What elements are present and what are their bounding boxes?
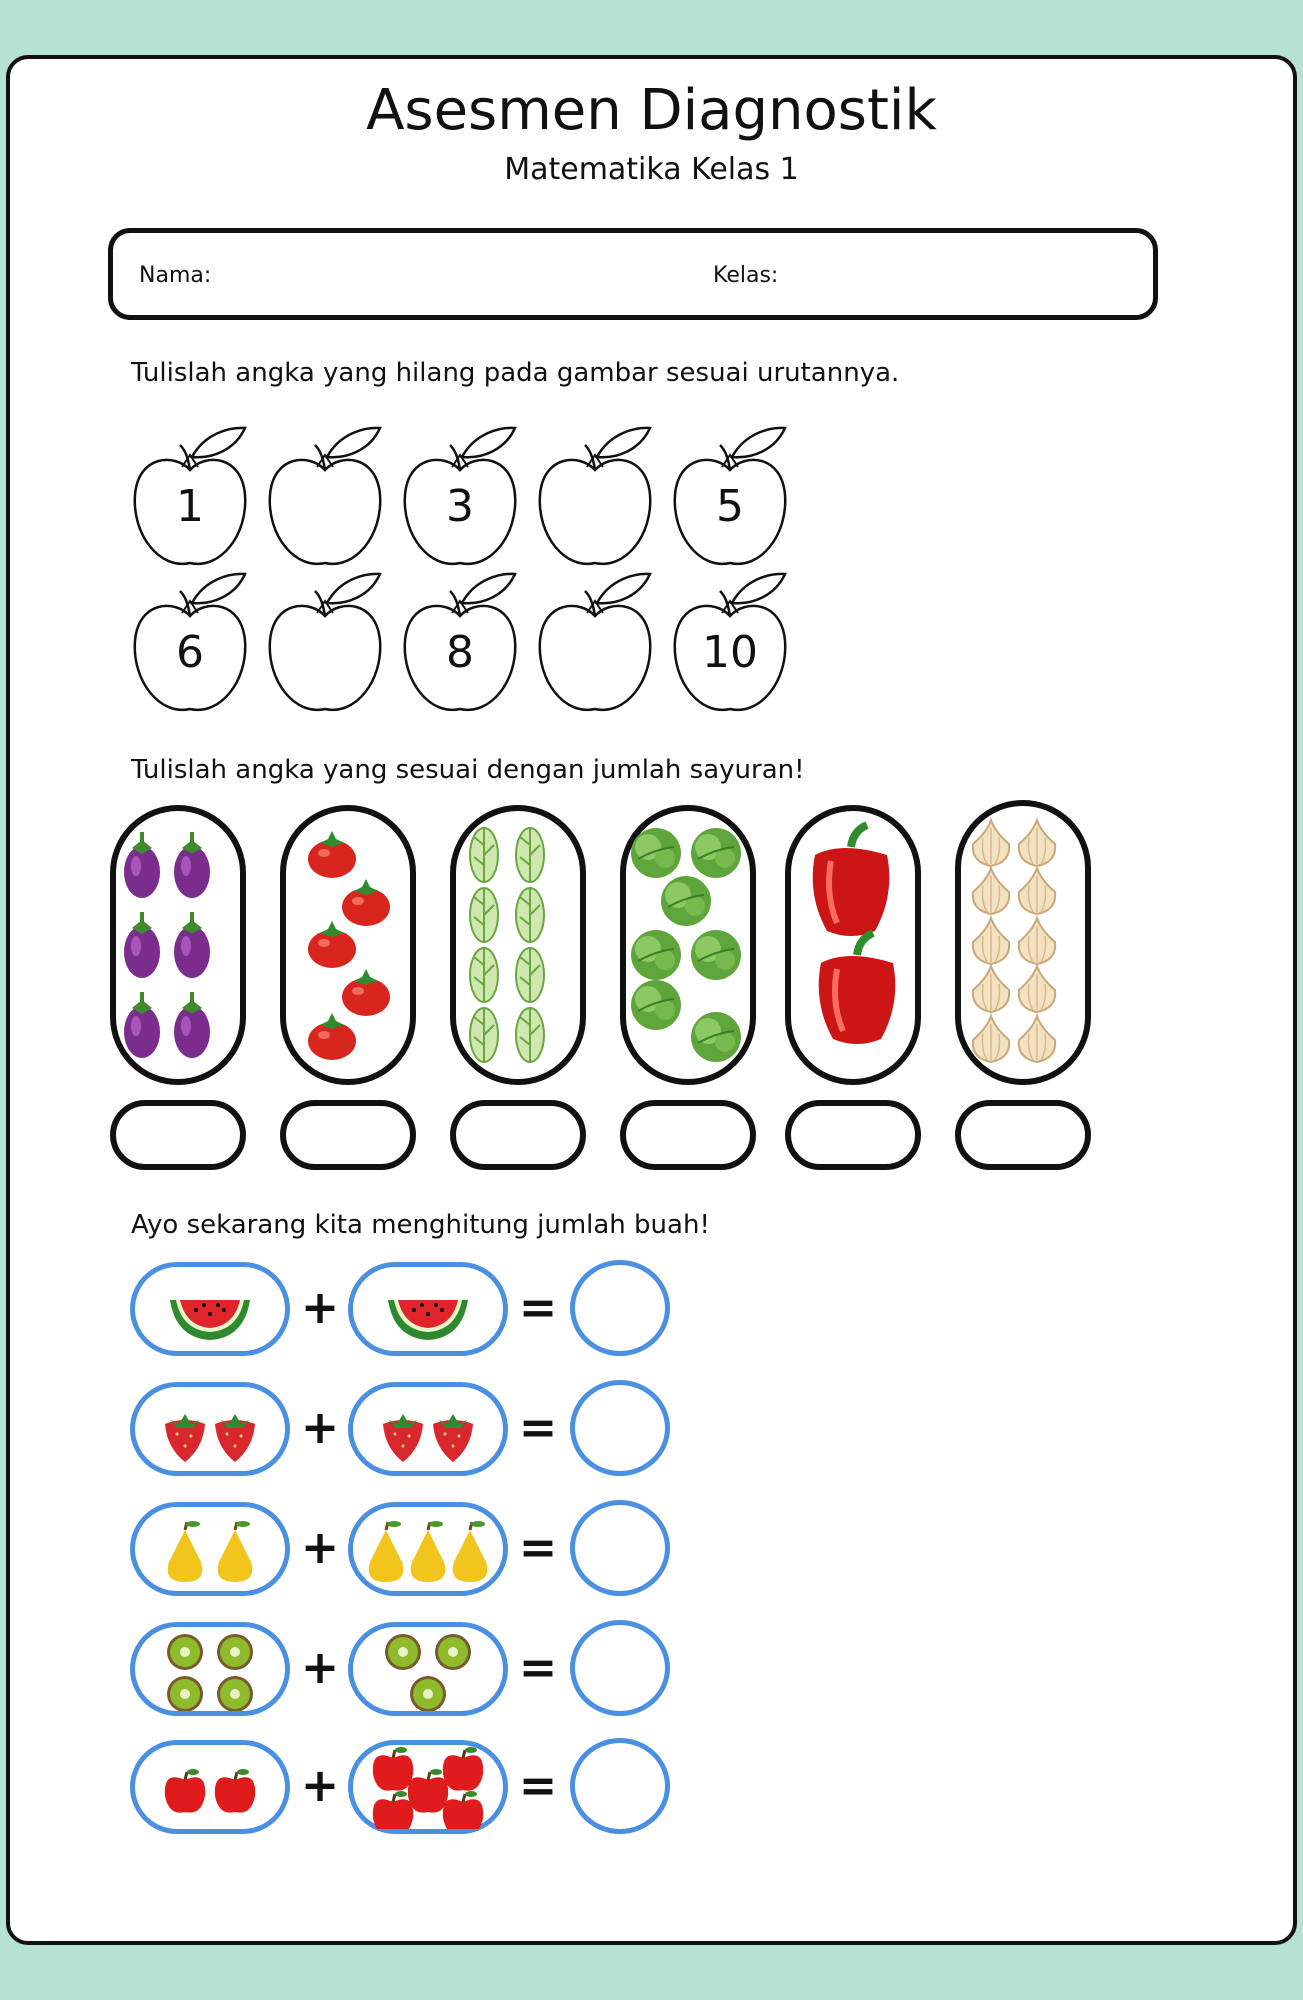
garlic-group	[955, 800, 1091, 1085]
eggplant-group	[110, 805, 246, 1085]
answer-circle[interactable]	[570, 1500, 670, 1596]
vegetable-answer-box[interactable]	[620, 1100, 756, 1170]
lettuce-icon	[626, 811, 750, 1079]
apple-number-box[interactable]	[265, 425, 390, 573]
watermelon-left-box	[130, 1262, 290, 1356]
page-subtitle: Matematika Kelas 1	[504, 152, 799, 187]
apple-number-box[interactable]	[265, 571, 390, 719]
strawberry-icon	[135, 1387, 285, 1471]
lettuce-group	[620, 805, 756, 1085]
plus-sign: +	[300, 1400, 340, 1454]
section3-instruction: Ayo sekarang kita menghitung jumlah buah!	[131, 1210, 710, 1240]
pear-left-box	[130, 1502, 290, 1596]
apple-number-box	[130, 571, 255, 719]
apple-left-box	[130, 1740, 290, 1834]
answer-circle[interactable]	[570, 1380, 670, 1476]
name-label: Nama:	[139, 263, 212, 288]
apple-number-box[interactable]	[535, 425, 660, 573]
plus-sign: +	[300, 1520, 340, 1574]
vegetable-answer-box[interactable]	[450, 1100, 586, 1170]
strawberry-left-box	[130, 1382, 290, 1476]
pear-icon	[353, 1507, 503, 1591]
pear-right-box	[348, 1502, 508, 1596]
cabbage-icon	[456, 811, 580, 1079]
section1-instruction: Tulislah angka yang hilang pada gambar sesuai urutannya.	[131, 358, 900, 388]
strawberry-right-box	[348, 1382, 508, 1476]
answer-circle[interactable]	[570, 1260, 670, 1356]
apple-number-box[interactable]	[535, 571, 660, 719]
cabbage-group	[450, 805, 586, 1085]
section2-instruction: Tulislah angka yang sesuai dengan jumlah sayuran!	[131, 755, 805, 785]
student-info-box[interactable]	[108, 228, 1158, 320]
tomato-icon	[286, 811, 410, 1079]
page-title: Asesmen Diagnostik	[366, 78, 937, 143]
plus-sign: +	[300, 1758, 340, 1812]
kiwi-right-box	[348, 1622, 508, 1716]
eggplant-icon	[116, 811, 240, 1079]
plus-sign: +	[300, 1280, 340, 1334]
vegetable-answer-box[interactable]	[280, 1100, 416, 1170]
watermelon-icon	[135, 1267, 285, 1351]
apple-number-box	[670, 571, 795, 719]
apple-number: 5	[716, 481, 744, 532]
equals-sign: =	[518, 1280, 558, 1334]
kiwi-icon	[135, 1627, 285, 1711]
plus-sign: +	[300, 1640, 340, 1694]
equals-sign: =	[518, 1400, 558, 1454]
equals-sign: =	[518, 1758, 558, 1812]
apple-right-box	[348, 1740, 508, 1834]
vegetable-answer-box[interactable]	[785, 1100, 921, 1170]
apple-number-box	[130, 425, 255, 573]
watermelon-right-box	[348, 1262, 508, 1356]
watermelon-icon	[353, 1267, 503, 1351]
kiwi-left-box	[130, 1622, 290, 1716]
bell-pepper-icon	[791, 811, 915, 1079]
pear-icon	[135, 1507, 285, 1591]
answer-circle[interactable]	[570, 1738, 670, 1834]
equals-sign: =	[518, 1640, 558, 1694]
class-label: Kelas:	[713, 263, 779, 288]
apple-icon	[353, 1745, 503, 1829]
equals-sign: =	[518, 1520, 558, 1574]
vegetable-answer-box[interactable]	[110, 1100, 246, 1170]
apple-number: 10	[702, 627, 758, 678]
vegetable-answer-box[interactable]	[955, 1100, 1091, 1170]
answer-circle[interactable]	[570, 1620, 670, 1716]
bell-pepper-group	[785, 805, 921, 1085]
apple-number: 1	[176, 481, 204, 532]
kiwi-icon	[353, 1627, 503, 1711]
apple-number-box	[400, 571, 525, 719]
garlic-icon	[961, 806, 1085, 1079]
tomato-group	[280, 805, 416, 1085]
apple-icon	[135, 1745, 285, 1829]
apple-number: 8	[446, 627, 474, 678]
apple-number-box	[400, 425, 525, 573]
apple-number-box	[670, 425, 795, 573]
apple-number: 6	[176, 627, 204, 678]
apple-number: 3	[446, 481, 474, 532]
strawberry-icon	[353, 1387, 503, 1471]
